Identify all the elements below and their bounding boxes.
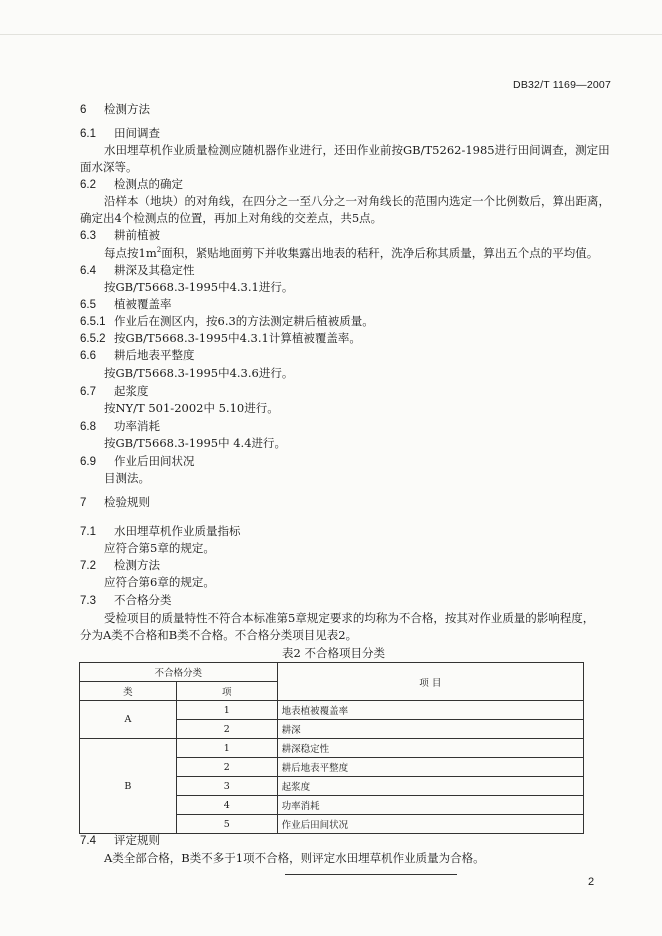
item-name-cell: 起浆度 [277, 777, 583, 796]
item-name-cell: 耕深稳定性 [277, 739, 583, 758]
item-number-cell: 4 [176, 796, 277, 815]
item-number-cell: 1 [176, 739, 277, 758]
section-7-2-heading: 7.2 检测方法 [80, 558, 160, 572]
section-7-3-body-line-1: 受检项目的质量特性不符合本标准第5章规定要求的均称为不合格，按其对作业质量的影响程度， [104, 611, 595, 625]
section-6-2-body-line-1: 沿样本（地块）的对角线，在四分之一至八分之一对角线长的范围内选定一个比例数后，算出距离， [104, 194, 610, 208]
section-6-1-body-line-1: 水田埋草机作业质量检测应随机器作业进行，还田作业前按GB/T5262-1985进行田间调查，测定田 [104, 143, 610, 157]
section-6-8-heading: 6.8 功率消耗 [80, 419, 160, 433]
section-7-heading: 7 检验规则 [80, 497, 150, 509]
section-6-5-heading: 6.5 植被覆盖率 [80, 297, 172, 311]
section-7-4-heading: 7.4 评定规则 [80, 833, 160, 847]
section-6-5-1: 6.5.1 作业后在测区内，按6.3的方法测定耕后植被质量。 [80, 314, 374, 328]
section-7-4-body: A类全部合格，B类不多于1项不合格，则评定水田埋草机作业质量为合格。 [104, 851, 485, 865]
table-caption: 表2 不合格项目分类 [282, 646, 385, 660]
item-number-cell: 5 [176, 815, 277, 834]
section-6-6-body: 按GB/T5668.3-1995中4.3.6进行。 [104, 366, 294, 380]
section-6-3-body: 每点按$1m^2$面积，紧贴地面剪下并收集露出地表的秸秆，洗净后称其质量，算出五个点的平均值。 [104, 246, 599, 260]
item-number-cell: 2 [176, 758, 277, 777]
end-rule [285, 874, 457, 875]
section-6-9-body: 目测法。 [104, 471, 150, 485]
section-6-9-heading: 6.9 作业后田间状况 [80, 454, 195, 468]
item-name-cell: 耕深 [277, 720, 583, 739]
item-name-cell: 地表植被覆盖率 [277, 701, 583, 720]
section-7-3-body-line-2: 分为A类不合格和B类不合格。不合格分类项目见表2。 [80, 628, 358, 642]
section-6-5-2: 6.5.2 按GB/T5668.3-1995中4.3.1计算植被覆盖率。 [80, 331, 361, 345]
table-row [80, 739, 584, 758]
scan-top-edge [0, 0, 662, 35]
item-name-cell: 耕后地表平整度 [277, 758, 583, 777]
header-group-cell: 不合格分类 [80, 663, 278, 682]
header-item-cell: 项 [176, 682, 277, 701]
table-header-row [80, 663, 584, 682]
section-7-1-heading: 7.1 水田埋草机作业质量指标 [80, 524, 241, 538]
section-6-2-body-line-2: 确定出4个检测点的位置，再加上对角线的交差点，共5点。 [80, 211, 383, 225]
item-number-cell: 1 [176, 701, 277, 720]
section-6-2-heading: 6.2 检测点的确定 [80, 177, 183, 191]
nonconformity-classification-table [79, 662, 584, 834]
section-6-7-heading: 6.7 起浆度 [80, 384, 149, 398]
section-7-3-heading: 7.3 不合格分类 [80, 593, 172, 607]
section-6-heading: 6 检测方法 [80, 104, 150, 116]
item-name-cell: 作业后田间状况 [277, 815, 583, 834]
item-number-cell: 3 [176, 777, 277, 796]
class-cell: A [80, 701, 177, 739]
section-6-6-heading: 6.6 耕后地表平整度 [80, 348, 195, 362]
table-row [80, 701, 584, 720]
item-number-cell: 2 [176, 720, 277, 739]
section-6-3-heading: 6.3 耕前植被 [80, 228, 160, 242]
section-6-1-body-line-2: 面水深等。 [80, 160, 138, 174]
section-6-1-heading: 6.1 田间调查 [80, 126, 160, 140]
item-name-cell: 功率消耗 [277, 796, 583, 815]
section-6-4-body: 按GB/T5668.3-1995中4.3.1进行。 [104, 280, 294, 294]
document-number: DB32/T 1169—2007 [513, 79, 611, 91]
header-items-cell: 项 目 [277, 663, 583, 701]
section-6-8-body: 按GB/T5668.3-1995中 4.4进行。 [104, 436, 287, 450]
section-7-1-body: 应符合第5章的规定。 [104, 541, 215, 555]
page-number: 2 [588, 876, 595, 888]
class-cell: B [80, 739, 177, 834]
section-6-4-heading: 6.4 耕深及其稳定性 [80, 263, 195, 277]
header-class-cell: 类 [80, 682, 177, 701]
section-7-2-body: 应符合第6章的规定。 [104, 575, 215, 589]
section-6-7-body: 按NY/T 501-2002中 5.10进行。 [104, 401, 279, 415]
